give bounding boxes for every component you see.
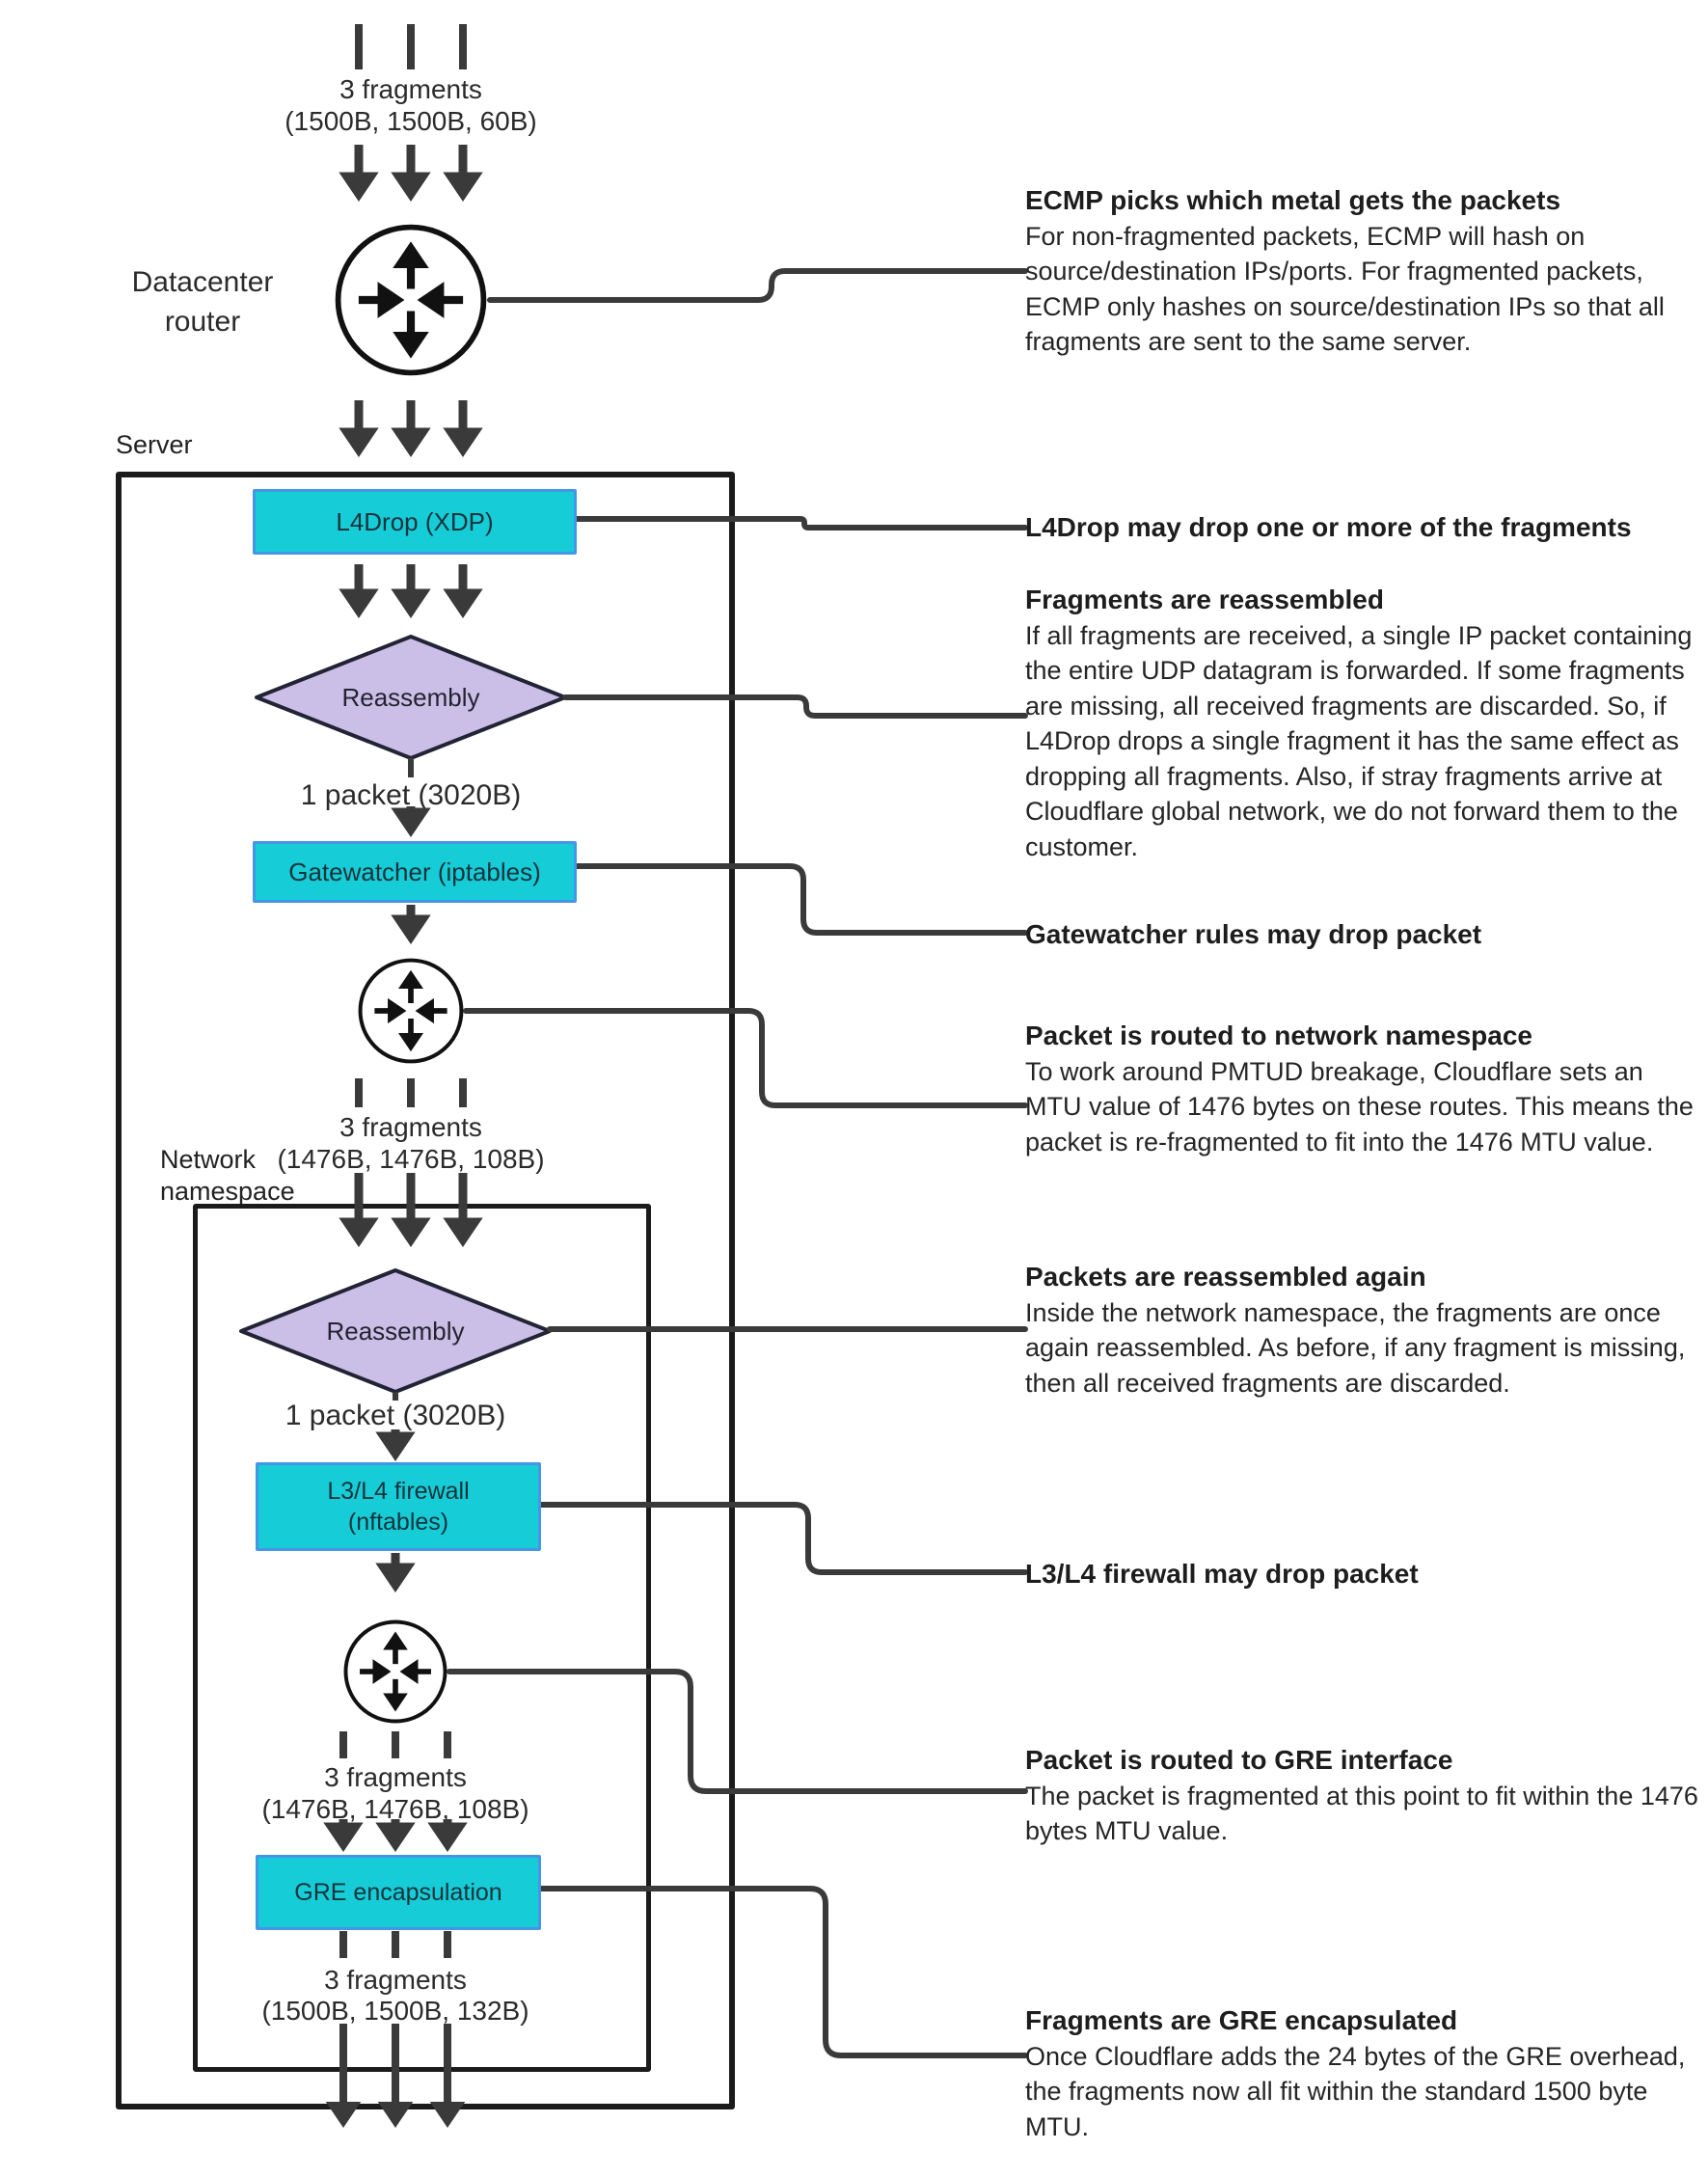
mid-fragments-sizes: (1476B, 1476B, 108B) — [277, 1144, 545, 1174]
l3l4-line1: L3/L4 firewall — [327, 1478, 470, 1505]
connector-reassembled — [565, 697, 1025, 716]
network-namespace-line2: namespace — [160, 1177, 295, 1206]
gre-label: GRE encapsulation — [294, 1878, 502, 1906]
fragment-arrows-exit — [343, 2024, 447, 2105]
packet2-label: 1 packet (3020B) — [285, 1400, 506, 1431]
l4drop-label: L4Drop (XDP) — [336, 507, 494, 536]
gre-out-fragments-label: 3 fragments — [324, 1965, 467, 1995]
connector-gre-route — [449, 1672, 1025, 1791]
server-box-label: Server — [116, 430, 193, 459]
annotation-ecmp — [1025, 183, 1700, 360]
annotation-gatewatcher — [1025, 917, 1700, 953]
annotation-gre-encap — [1025, 2003, 1700, 2144]
annotation-gre-route-body: The packet is fragmented at this point to fit within the 1476 bytes MTU value. — [1025, 1781, 1698, 1845]
annotation-netns — [1025, 1019, 1700, 1159]
fragment-dashes-gre-in — [343, 1731, 447, 1758]
route-to-namespace-router-icon — [361, 961, 462, 1062]
fragment-dashes-mid — [359, 1078, 463, 1107]
fragment-dashes-top — [359, 24, 463, 69]
l3l4-line2: (nftables) — [347, 1509, 449, 1536]
annotation-reassembled-body: If all fragments are received, a single IP packet containing the entire UDP datagram is forwarded. If some fragments are missing, all received fragments are discarded. So, if L4Drop drops a single fragment it has the same effect as dropping all fragments. Also, if stray fragments arrive at Cloudflare global network, we do not forward them to the customer. — [1025, 620, 1693, 861]
annotation-gre-encap-heading: Fragments are GRE encapsulated — [1025, 2005, 1458, 2035]
annotation-netns-heading: Packet is routed to network namespace — [1025, 1020, 1532, 1050]
fragment-arrows-into-server — [359, 400, 463, 431]
fragment-arrows-into-reassembly1 — [359, 564, 463, 592]
fragment-arrows-into-router — [359, 145, 463, 176]
connector-gre-encap — [535, 1889, 1025, 2055]
l3l4-box — [256, 1462, 541, 1551]
annotation-gatewatcher-heading: Gatewatcher rules may drop packet — [1025, 919, 1482, 949]
annotation-l4drop-heading: L4Drop may drop one or more of the fragments — [1025, 512, 1632, 542]
gre-out-fragments-sizes: (1500B, 1500B, 132B) — [261, 1996, 529, 2026]
annotation-l4drop — [1025, 510, 1700, 546]
connector-netns — [466, 1011, 1025, 1105]
gre-in-fragments-label: 3 fragments — [324, 1762, 467, 1792]
l4drop-box — [253, 489, 577, 555]
annotation-ecmp-heading: ECMP picks which metal gets the packets — [1025, 185, 1561, 215]
connector-l3l4 — [535, 1505, 1025, 1572]
annotation-l3l4-heading: L3/L4 firewall may drop packet — [1025, 1559, 1419, 1589]
mid-fragments-label: 3 fragments — [339, 1112, 482, 1142]
connector-gatewatcher — [571, 866, 1025, 933]
annotation-again — [1025, 1260, 1700, 1401]
datacenter-router-line1: Datacenter — [131, 266, 274, 298]
annotation-gre-route-heading: Packet is routed to GRE interface — [1025, 1745, 1453, 1775]
annotation-ecmp-body: For non-fragmented packets, ECMP will hash on source/destination IPs/ports. For fragmented packets, ECMP only hashes on source/destination IPs so that all fragments are sent to the same server. — [1025, 221, 1665, 356]
network-namespace-line1: Network — [160, 1145, 257, 1174]
reassembly2-label: Reassembly — [326, 1317, 465, 1346]
connector-ecmp — [490, 271, 1025, 300]
datacenter-router-line2: router — [164, 306, 241, 338]
annotation-gre-route — [1025, 1743, 1700, 1849]
annotation-again-heading: Packets are reassembled again — [1025, 1262, 1426, 1292]
fragment-arrows-into-gre — [343, 1819, 447, 1826]
gre-in-fragments-sizes: (1476B, 1476B, 108B) — [261, 1794, 529, 1824]
gatewatcher-label: Gatewatcher (iptables) — [288, 857, 541, 886]
annotation-netns-body: To work around PMTUD breakage, Cloudflare sets an MTU value of 1476 bytes on these routes. This means the packet is re-fragmented to fit into the 1476 MTU value. — [1025, 1056, 1694, 1157]
packet1-label: 1 packet (3020B) — [300, 779, 522, 811]
annotation-reassembled-heading: Fragments are reassembled — [1025, 585, 1384, 614]
connector-l4drop — [571, 519, 1025, 528]
annotation-reassembled — [1025, 583, 1700, 864]
datacenter-router-icon — [339, 228, 484, 373]
fragment-dashes-gre-out — [343, 1931, 447, 1958]
route-to-gre-router-icon — [345, 1621, 445, 1721]
annotation-again-body: Inside the network namespace, the fragments are once again reassembled. As before, if any fragment is missing, then all received fragments are discarded. — [1025, 1297, 1686, 1398]
top-fragments-sizes: (1500B, 1500B, 60B) — [285, 106, 537, 136]
gre-box — [256, 1855, 541, 1930]
gatewatcher-box — [253, 841, 577, 903]
top-fragments-label: 3 fragments — [339, 74, 482, 104]
fragment-arrows-into-namespace — [359, 1173, 463, 1221]
annotation-l3l4 — [1025, 1557, 1700, 1592]
annotation-gre-encap-body: Once Cloudflare adds the 24 bytes of the GRE overhead, the fragments now all fit within the standard 1500 byte MTU. — [1025, 2041, 1686, 2141]
reassembly1-label: Reassembly — [341, 683, 480, 712]
